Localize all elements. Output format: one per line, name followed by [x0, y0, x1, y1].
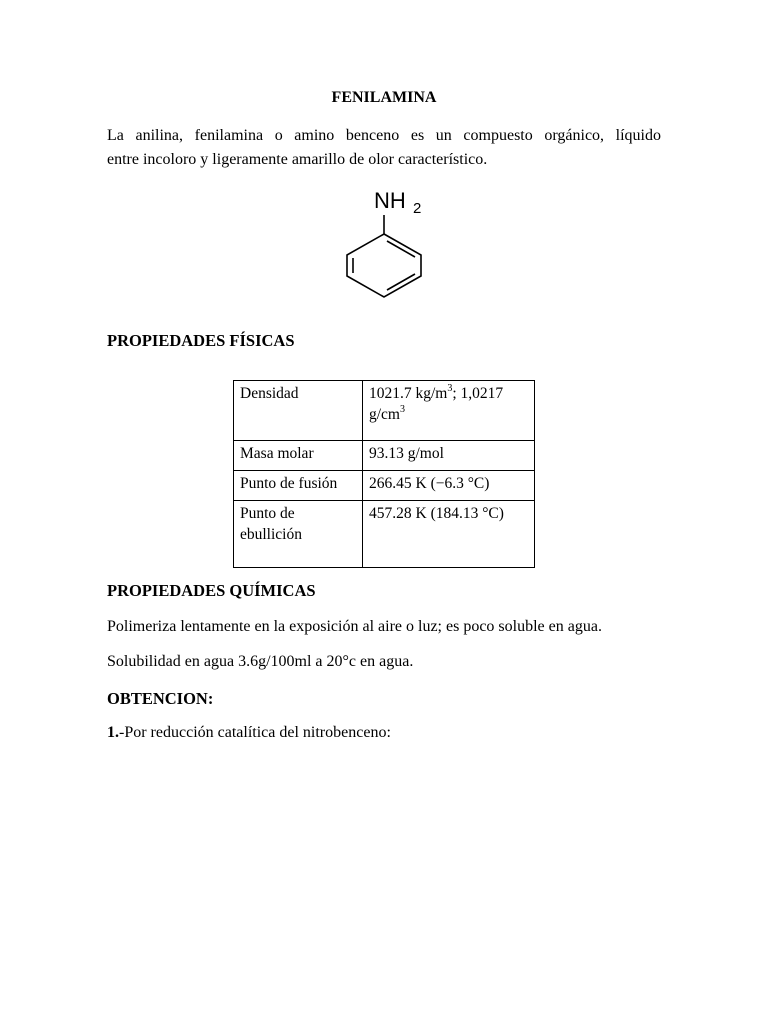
physical-properties-heading: PROPIEDADES FÍSICAS: [107, 331, 295, 350]
physical-properties-table: [233, 380, 535, 568]
table-row: [234, 381, 535, 441]
intro-line-2: entre incoloro y ligeramente amarillo de olor característico.: [107, 151, 488, 168]
property-name: Densidad: [234, 381, 363, 441]
property-value: 1021.7 $kg/m^3$; 1,0217 $g/cm^3$: [363, 381, 535, 441]
aniline-structure-diagram: [330, 183, 440, 303]
amine-label: NH: [374, 188, 406, 213]
intro-line-1: La anilina, fenilamina o amino benceno es un compuesto orgánico, líquido: [107, 127, 661, 144]
amine-label-subscript: 2: [413, 200, 422, 217]
obtencion-item-number: 1.: [107, 724, 119, 741]
obtencion-item-1: [107, 724, 391, 742]
intro-paragraph: [107, 124, 661, 172]
document-title: FENILAMINA: [331, 89, 437, 106]
chemical-properties-heading: PROPIEDADES QUÍMICAS: [107, 581, 316, 600]
obtencion-heading: OBTENCION:: [107, 689, 214, 708]
benzene-ring: [347, 215, 421, 297]
property-name: Punto de fusión: [234, 471, 363, 501]
ring-outline: [347, 234, 421, 297]
table-row: [234, 441, 535, 471]
property-value: 93.13 g/mol: [363, 441, 535, 471]
chemical-paragraph-2: Solubilidad en agua 3.6g/100ml a 20°c en agua.: [107, 653, 414, 670]
property-value: 457.28 K (184.13 °C): [363, 501, 535, 568]
table-row: [234, 501, 535, 568]
property-name: Masa molar: [234, 441, 363, 471]
property-name: Punto de ebullición: [234, 501, 363, 568]
chemical-paragraph-1: Polimeriza lentamente en la exposición al aire o luz; es poco soluble en agua.: [107, 618, 602, 635]
obtencion-item-text: -Por reducción catalítica del nitrobenceno:: [119, 724, 391, 741]
property-value: 266.45 K (−6.3 °C): [363, 471, 535, 501]
table-row: [234, 471, 535, 501]
